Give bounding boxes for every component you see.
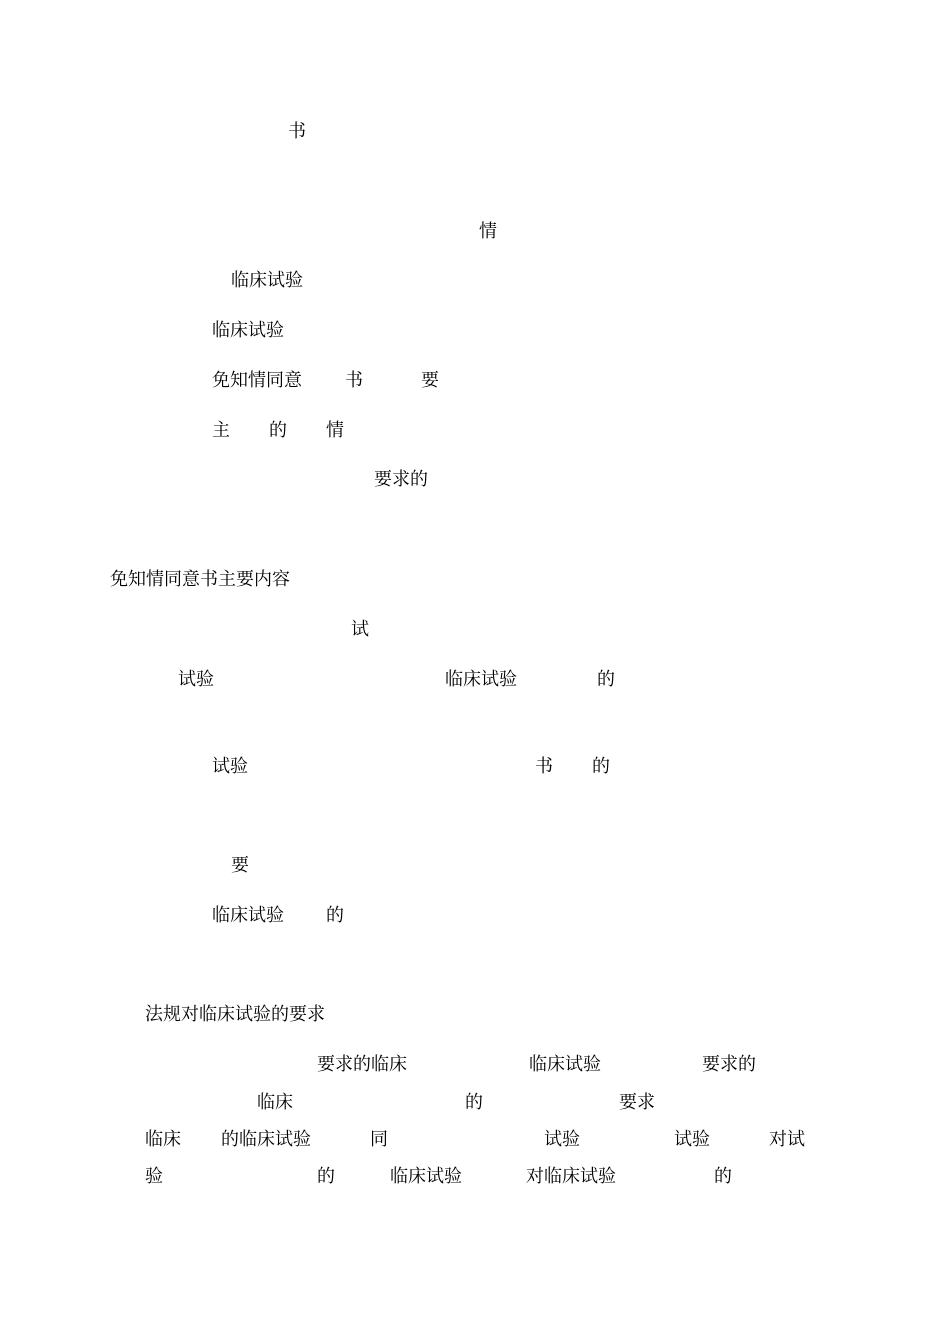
text-fragment: 临床试验 (445, 669, 517, 690)
text-fragment: 临床试验 (231, 270, 303, 291)
text-fragment: 验 (145, 1166, 163, 1187)
text-fragment: 的 (326, 905, 344, 926)
text-fragment: 要 (231, 855, 249, 876)
text-fragment: 对试 (769, 1129, 805, 1150)
text-fragment: 免知情同意 (212, 370, 302, 391)
text-fragment: 的 (269, 420, 287, 441)
text-fragment: 临床 (257, 1092, 293, 1113)
text-fragment: 临床 (145, 1129, 181, 1150)
text-fragment: 要求 (619, 1092, 655, 1113)
text-fragment: 临床试验 (390, 1166, 462, 1187)
text-fragment: 要 (421, 370, 439, 391)
section-heading: 免知情同意书主要内容 (110, 569, 290, 590)
text-fragment: 要求的 (702, 1054, 756, 1075)
text-fragment: 试验 (212, 756, 248, 777)
text-fragment: 试验 (674, 1129, 710, 1150)
text-fragment: 对临床试验 (526, 1166, 616, 1187)
text-fragment: 同 (370, 1129, 388, 1150)
text-fragment: 临床试验 (529, 1054, 601, 1075)
text-fragment: 临床试验 (212, 905, 284, 926)
text-fragment: 情 (479, 221, 497, 242)
text-fragment: 的临床试验 (221, 1129, 311, 1150)
text-fragment: 的 (592, 756, 610, 777)
text-fragment: 试验 (544, 1129, 580, 1150)
text-fragment: 试 (351, 619, 369, 640)
text-fragment: 试验 (178, 669, 214, 690)
text-fragment: 临床试验 (212, 320, 284, 341)
text-fragment: 的 (714, 1166, 732, 1187)
text-fragment: 书 (288, 121, 306, 142)
text-fragment: 的 (465, 1092, 483, 1113)
section-heading: 法规对临床试验的要求 (145, 1004, 325, 1025)
text-fragment: 要求的临床 (317, 1054, 407, 1075)
text-fragment: 书 (345, 370, 363, 391)
text-fragment: 主 (212, 420, 230, 441)
text-fragment: 书 (535, 756, 553, 777)
text-fragment: 要求的 (374, 469, 428, 490)
text-fragment: 的 (597, 669, 615, 690)
text-fragment: 情 (326, 420, 344, 441)
text-fragment: 的 (317, 1166, 335, 1187)
